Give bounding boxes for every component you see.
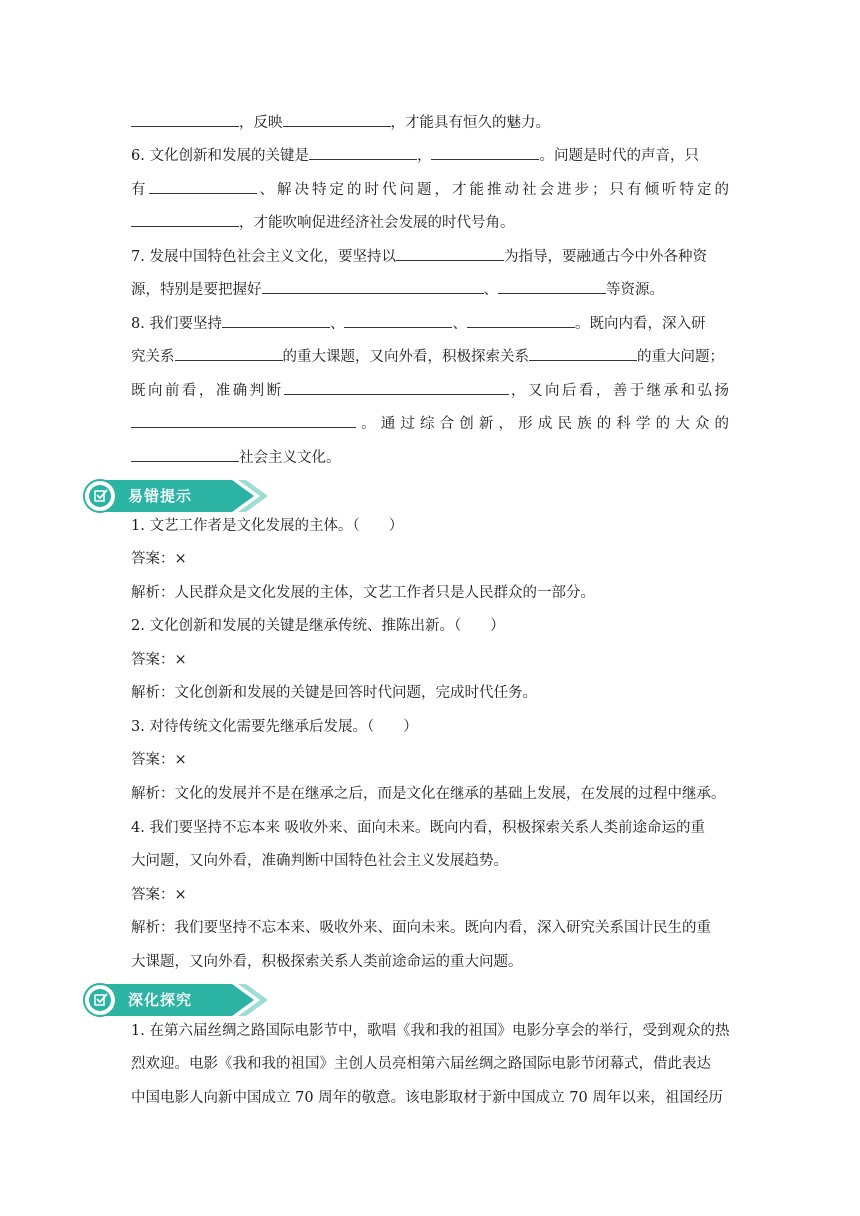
question-8-line-3: 既向前看，准确判断 ，又向后看，善于继承和弘扬 bbox=[131, 380, 729, 401]
question-6-line-3: ，才能吹响促进经济社会发展的时代号角。 bbox=[131, 212, 729, 233]
answer-blank[interactable] bbox=[283, 112, 391, 127]
question-8-line-4: 。通过综合创新，形成民族的科学的大众的 bbox=[131, 413, 729, 434]
section-banner-error-tips bbox=[80, 476, 270, 516]
error-answer-3: 答案：× bbox=[131, 752, 187, 768]
question-6-line-2: 有 、解决特定的时代问题，才能推动社会进步；只有倾听特定的 bbox=[131, 179, 729, 200]
answer-blank[interactable] bbox=[222, 313, 330, 328]
error-answer-2: 答案：× bbox=[131, 652, 187, 668]
answer-blank[interactable] bbox=[344, 313, 452, 328]
answer-blank[interactable] bbox=[131, 447, 239, 462]
answer-blank[interactable] bbox=[149, 179, 257, 194]
section-title: 深化探究 bbox=[128, 991, 193, 1009]
question-8-line-5: 社会主义文化。 bbox=[131, 447, 729, 468]
answer-blank[interactable] bbox=[262, 279, 484, 294]
explore-line-3: 中国电影人向新中国成立 70 周年的敬意。该电影取材于新中国成立 70 周年以来，祖国经历 bbox=[131, 1090, 723, 1106]
question-7-line-1: 7. 发展中国特色社会主义文化，要坚持以 为指导，要融通古今中外各种资 bbox=[131, 246, 729, 267]
answer-blank[interactable] bbox=[529, 346, 637, 361]
error-question-1: 1. 文艺工作者是文化发展的主体。（ ） bbox=[131, 518, 404, 534]
error-answer-4: 答案：× bbox=[131, 887, 187, 903]
fill-line: ，反映 ，才能具有恒久的魅力。 bbox=[131, 112, 729, 133]
answer-blank[interactable] bbox=[498, 279, 606, 294]
answer-blank[interactable] bbox=[284, 380, 509, 395]
error-question-3: 3. 对待传统文化需要先继承后发展。（ ） bbox=[131, 719, 418, 735]
answer-blank[interactable] bbox=[131, 212, 239, 227]
explore-line-1: 1. 在第六届丝绸之路国际电影节中，歌唱《我和我的祖国》电影分享会的举行，受到观众的热 bbox=[131, 1023, 730, 1039]
answer-blank[interactable] bbox=[396, 246, 504, 261]
error-explanation-4-line-1: 解析：我们要坚持不忘本来、吸收外来、面向未来。既向内看，深入研究关系国计民生的重 bbox=[131, 920, 711, 936]
error-explanation-2: 解析：文化创新和发展的关键是回答时代问题，完成时代任务。 bbox=[131, 685, 537, 701]
answer-blank[interactable] bbox=[431, 145, 539, 160]
question-8-line-1: 8. 我们要坚持 、 、 。既向内看，深入研 bbox=[131, 313, 729, 334]
error-explanation-3: 解析：文化的发展并不是在继承之后，而是文化在继承的基础上发展，在发展的过程中继承。 bbox=[131, 786, 726, 802]
answer-blank[interactable] bbox=[131, 413, 356, 428]
error-question-2: 2. 文化创新和发展的关键是继承传统、推陈出新。（ ） bbox=[131, 618, 505, 634]
error-question-4-line-2: 大问题，又向外看，准确判断中国特色社会主义发展趋势。 bbox=[131, 853, 508, 869]
question-6-line-1: 6. 文化创新和发展的关键是 ， 。问题是时代的声音，只 bbox=[131, 145, 729, 166]
section-banner-deep-explore bbox=[80, 980, 270, 1020]
answer-blank[interactable] bbox=[131, 112, 239, 127]
section-title: 易错提示 bbox=[128, 487, 193, 505]
error-answer-1: 答案：× bbox=[131, 551, 187, 567]
question-8-line-2: 究关系 的重大课题，又向外看，积极探索关系 的重大问题； bbox=[131, 346, 729, 367]
answer-blank[interactable] bbox=[467, 313, 575, 328]
error-explanation-4-line-2: 大课题，又向外看，积极探索关系人类前途命运的重大问题。 bbox=[131, 954, 523, 970]
explore-line-2: 烈欢迎。电影《我和我的祖国》主创人员亮相第六届丝绸之路国际电影节闭幕式，借此表达 bbox=[131, 1056, 711, 1072]
answer-blank[interactable] bbox=[309, 145, 417, 160]
answer-blank[interactable] bbox=[175, 346, 283, 361]
error-explanation-1: 解析：人民群众是文化发展的主体，文艺工作者只是人民群众的一部分。 bbox=[131, 585, 595, 601]
error-question-4-line-1: 4. 我们要坚持不忘本来 吸收外来、面向未来。既向内看，积极探索关系人类前途命运的重 bbox=[131, 820, 706, 836]
question-7-line-2: 源，特别是要把握好 、 等资源。 bbox=[131, 279, 729, 300]
